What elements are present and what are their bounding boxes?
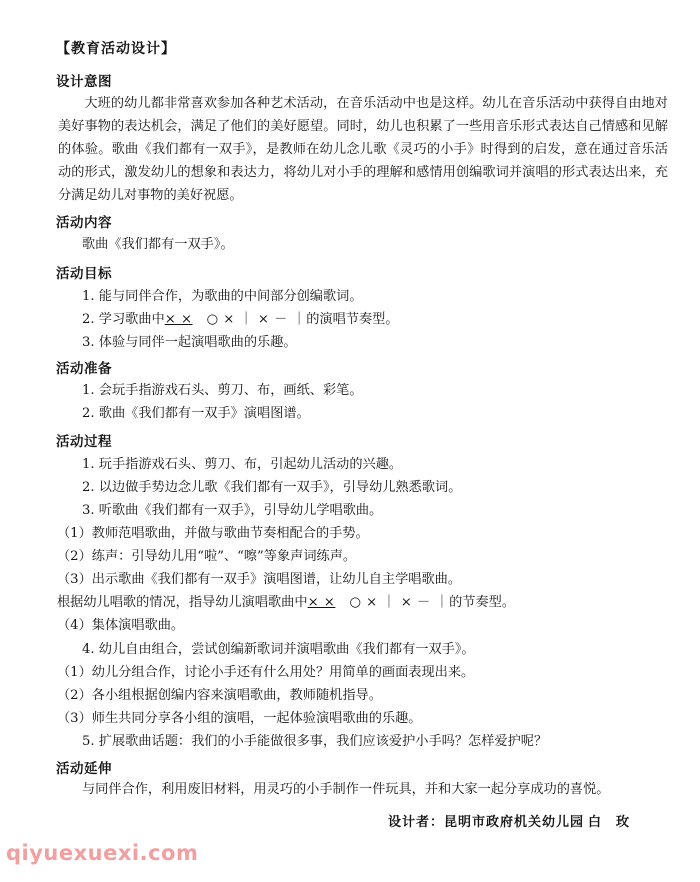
process-item-2: 2. 以边做手势边念儿歌《我们都有一双手》，引导幼儿熟悉歌词。 (82, 480, 462, 495)
process-guidance-text: 根据幼儿唱歌的情况，指导幼儿演唱歌曲中 (57, 595, 308, 610)
heading-preparation: 活动准备 (56, 361, 112, 377)
design-intent-paragraph: 大班的幼儿都非常喜欢参加各种艺术活动，在音乐活动中也是这样。幼儿在音乐活动中获得自由地对美好事物的表达机会，满足了他们的美好愿望。同时，幼儿也积累了一些用音乐形式表达自己情感和见解的体验。歌曲《我们都有一双手》，是教师在幼儿念儿歌《灵巧的小手》时得到的启发，意在通过音乐活动的形式，激发幼儿的想象和表达力，将幼儿对小手的理解和感情用创编歌词并演唱的形式表达出来，充分满足幼儿对事物的美好祝愿。 (58, 96, 668, 203)
process-item-3: 3. 听歌曲《我们都有一双手》，引导幼儿学唱歌曲。 (82, 503, 383, 518)
process-subitem-3-4: （4）集体演唱歌曲。 (57, 618, 185, 633)
process-subitem-3-1: （1）教师范唱歌曲，并做与歌曲节奏相配合的手势。 (57, 526, 369, 541)
heading-content: 活动内容 (56, 215, 112, 231)
process-item-5: 5. 扩展歌曲话题：我们的小手能做很多事，我们应该爱护小手吗？怎样爱护呢？ (82, 734, 548, 749)
process-subitem-4-1: （1）幼儿分组合作，讨论小手还有什么用处？用简单的画面表现出来。 (57, 665, 475, 680)
rhythm-pattern (165, 310, 307, 330)
goal-item-3: 3. 体验与同伴一起演唱歌曲的乐趣。 (82, 335, 297, 350)
site-watermark: qiyuexuexi.com (6, 841, 199, 865)
rhythm-pattern (308, 593, 450, 613)
goal-item-1: 1. 能与同伴合作，为歌曲的中间部分创编歌词。 (82, 289, 363, 304)
rhythm-pattern-rest: ○ × ｜ × － ｜ (206, 312, 307, 327)
rhythm-pattern-rest: ○ × ｜ × － ｜ (349, 595, 450, 610)
designer-label: 设计者：昆明市政府机关幼儿园 (388, 815, 585, 830)
process-subitem-4-3: （3）师生共同分享各小组的演唱，一起体验演唱歌曲的乐趣。 (57, 711, 422, 726)
process-item-4: 4. 幼儿自由组合，尝试创编新歌词并演唱歌曲《我们都有一双手》。 (82, 642, 475, 657)
content-text: 歌曲《我们都有一双手》。 (82, 237, 234, 252)
rhythm-pattern-underlined: × × (307, 595, 336, 610)
heading-design-intent: 设计意图 (56, 74, 112, 90)
goal-item-2 (82, 310, 399, 330)
heading-goals: 活动目标 (56, 266, 112, 282)
heading-process: 活动过程 (56, 434, 112, 450)
preparation-item-2: 2. 歌曲《我们都有一双手》演唱图谱。 (82, 406, 310, 421)
process-item-1: 1. 玩手指游戏石头、剪刀、布，引起幼儿活动的兴趣。 (82, 457, 403, 472)
goal-item-2-suffix: 的演唱节奏型。 (306, 312, 399, 327)
document-title: 【教育活动设计】 (56, 41, 176, 57)
heading-extension: 活动延伸 (56, 761, 112, 777)
process-guidance-line (57, 593, 515, 613)
goal-item-2-text: 2. 学习歌曲中 (82, 312, 165, 327)
preparation-item-1: 1. 会玩手指游戏石头、剪刀、布，画纸、彩笔。 (82, 383, 363, 398)
process-subitem-4-2: （2）各小组根据创编内容来演唱歌曲，教师随机指导。 (57, 688, 382, 703)
designer-credit (388, 811, 630, 830)
rhythm-pattern-underlined: × × (164, 312, 193, 327)
process-subitem-3-2: （2）练声：引导幼儿用“啦”、“嚓”等象声词练声。 (57, 549, 357, 564)
designer-name: 白 玫 (588, 815, 631, 830)
process-subitem-3-3: （3）出示歌曲《我们都有一双手》演唱图谱，让幼儿自主学唱歌曲。 (57, 572, 462, 587)
process-guidance-suffix: 的节奏型。 (449, 595, 516, 610)
extension-text: 与同伴合作，利用废旧材料，用灵巧的小手制作一件玩具，并和大家一起分享成功的喜悦。 (82, 782, 610, 797)
